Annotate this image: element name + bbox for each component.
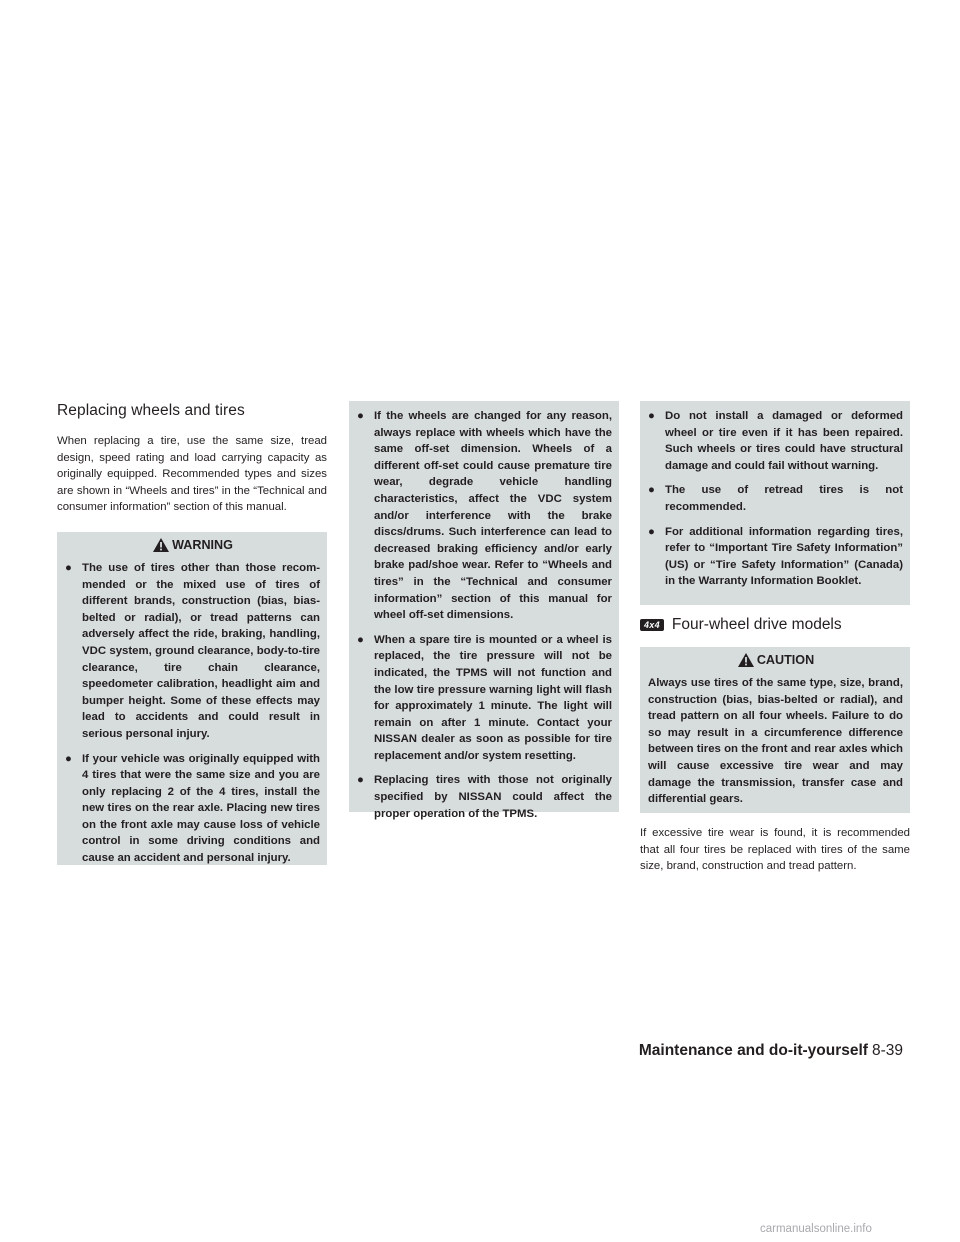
four-by-four-badge-icon: 4x4 [640,619,664,631]
column-1 [57,401,327,865]
caution-box [640,647,910,813]
warning-item: ● When a spare tire is mounted or a wheel is replaced, the tire pressure will not be indicated, the TPMS will not function and the low tire pressure warning light will flash for approximately 1 minute. The light will remain on after 1 minute. Contact your NISSAN dealer as soon as possible for tire replacement and/or system resetting. [357,633,612,762]
warning-list-col1 [65,560,320,867]
intro-paragraph: When replacing a tire, use the same size, tread design, speed rating and load carrying capacity as originally equipped. Recommended types and sizes are shown in “Wheels and tires” in the “Technical and consumer information” section of this manual. [57,435,327,514]
caution-text: Always use tires of the same type, size, brand, construction (bias, bias-belted or radial), and tread pattern on all four wheels. Failure to do so may result in a circumference difference between tires on the front and rear axles which will cause excessive tire wear and may damage the transmission, transfer case and differential gears. [648,677,903,806]
bullet: ● [357,774,364,787]
page-number: 8-39 [871,1042,903,1059]
page-footer [639,1042,903,1060]
bullet: ● [65,752,72,765]
warning-item: ● The use of tires other than those recommended or the mixed use of tires of different brands, construction (bias, bias-belted or radial), or tread patterns can adversely affect the ride, braking, handling, VDC system, ground clearance, body-to-tire clearance, tire chain clearance, speedometer calibration, headlight aim and bumper height. Some of these effects may lead to accidents and could result in serious personal injury. [65,561,320,740]
warning-item: ● Replacing tires with those not originally specified by NISSAN could affect the proper operation of the TPMS. [357,774,612,820]
warning-item: ● If the wheels are changed for any reason, always replace with wheels which have the same off-set dimension. Wheels of a different off-set could cause premature tire wear, degrade vehicle handling characteristics, affect the VDC system and/or interference with the brake discs/drums. Such interference can lead to decreased braking efficiency and/or early brake pad/shoe wear. Refer to “Wheels and tires” in the “Technical and consumer information” section of this manual for wheel off-set dimensions. [357,410,612,622]
warning-box [57,532,327,865]
subsection-title-text: Four-wheel drive models [671,616,842,633]
warning-item: ● If your vehicle was originally equipped with 4 tires that were the same size and you are only replacing 2 of the 4 tires, install the new tires on the rear axle. Placing new tires on the front axle may cause loss of vehicle control in some driving conditions and cause an accident and personal injury. [65,752,320,865]
warning-box-continued [349,401,619,820]
column-2 [349,401,619,820]
warning-header [65,536,320,554]
warning-item: ● For additional information regarding tires, refer to “Important Tire Safety Information” (US) or “Tire Safety Information” (Canada) in the Warranty Information Booklet. [648,525,903,588]
footer-section-name: Maintenance and do-it-yourself [638,1042,868,1059]
section-title: Replacing wheels and tires [57,402,245,419]
watermark: carmanualsonline.info [760,1223,872,1235]
caution-triangle-icon [737,652,755,668]
warning-list-col3 [648,408,903,590]
warning-label: WARNING [172,537,233,552]
caution-label: CAUTION [756,653,815,667]
warning-item: ● The use of retread tires is not recommended. [648,484,903,513]
bullet: ● [648,410,655,422]
subsection-title [640,615,910,635]
column-3 [640,401,910,875]
warning-list-col2 [357,408,612,822]
warning-triangle-icon [152,537,170,553]
warning-item: ● Do not install a damaged or deformed wheel or tire even if it has been repaired. Such wheels or tires could have structural damage and could fail without warning. [648,410,903,472]
caution-header [648,651,903,669]
bullet: ● [65,561,72,574]
bullet: ● [648,484,655,497]
after-caution-paragraph: If excessive tire wear is found, it is recommended that all four tires be replaced with tires of the same size, brand, construction and tread pattern. [640,827,910,873]
warning-box-continued-2 [640,401,910,605]
bullet: ● [357,410,364,422]
bullet: ● [357,633,364,646]
bullet: ● [648,525,655,538]
